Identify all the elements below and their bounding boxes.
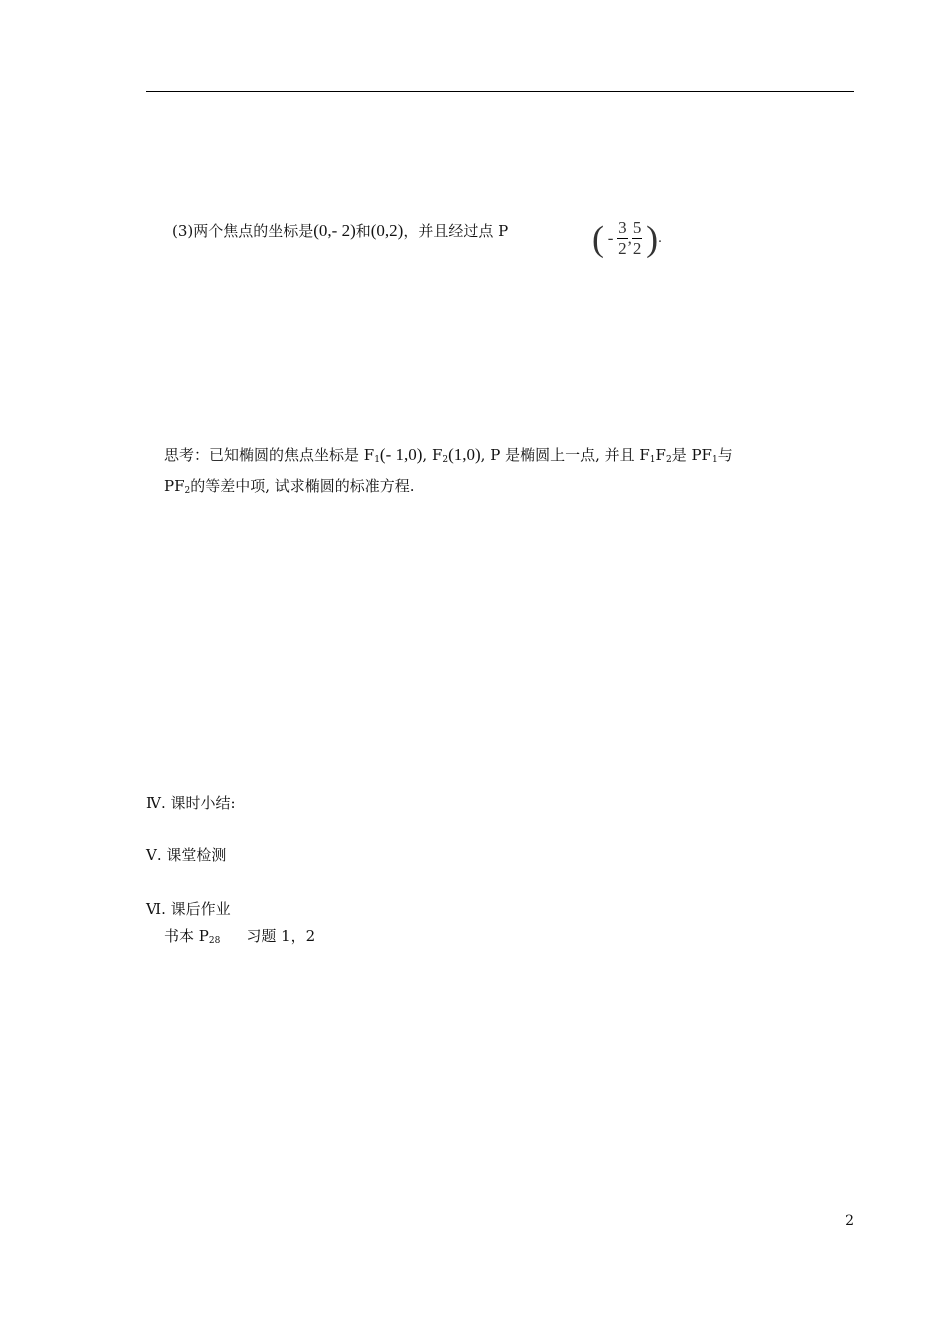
focus-point-1: (0,- 2) <box>313 221 356 240</box>
fraction-x-numerator: 3 <box>618 218 627 237</box>
ff-subscript-2: 2 <box>665 455 672 465</box>
pf1-subscript: 1 <box>711 455 718 465</box>
think-line-1 <box>164 443 733 472</box>
think-text-e: PF <box>164 477 185 495</box>
question-label: (3) <box>172 222 194 240</box>
homework-exercises: 习题 1，2 <box>246 927 316 945</box>
question-3 <box>172 219 508 243</box>
think-text-c: 是 PF <box>671 446 712 464</box>
homework-detail <box>164 924 315 953</box>
f1-subscript: 1 <box>374 455 380 465</box>
ff-mid: F <box>655 446 666 464</box>
pf2-subscript: 2 <box>184 486 191 496</box>
think-sep: , F <box>422 446 443 464</box>
homework-book: 书本 P <box>164 927 209 945</box>
f1-coordinate: (- 1,0) <box>379 445 423 464</box>
fraction-x-denominator: 2 <box>618 239 627 258</box>
question-end: . <box>658 230 662 246</box>
think-line-2 <box>164 474 415 503</box>
question-text-2: 和 <box>355 222 371 240</box>
question-text-1: 两个焦点的坐标是 <box>193 222 314 240</box>
think-text-a: 思考：已知椭圆的焦点坐标是 F <box>164 446 375 464</box>
ff-subscript-1: 1 <box>649 455 656 465</box>
comma: , <box>627 228 632 248</box>
question-text-3: ，并且经过点 P <box>403 222 509 240</box>
fraction-y-numerator: 5 <box>632 218 642 237</box>
fraction-y <box>632 218 643 259</box>
think-text-f: 的等差中项, 试求椭圆的标准方程. <box>190 477 415 495</box>
point-p-coordinates: ( - $\frac{3}{2}$ , $\frac{5}{2}$ ). <box>592 218 662 259</box>
section-check: Ⅴ. 课堂检测 <box>146 846 227 864</box>
f2-coordinate: (1,0) <box>448 445 481 464</box>
fraction-y-denominator: 2 <box>632 239 642 258</box>
fraction-x <box>617 218 628 259</box>
section-homework: Ⅵ. 课后作业 <box>146 900 231 918</box>
section-summary: Ⅳ. 课时小结: <box>146 794 236 812</box>
header-rule <box>146 91 854 92</box>
focus-point-2: (0,2) <box>370 221 404 240</box>
minus-sign: - <box>607 228 614 248</box>
page-number: 2 <box>845 1213 854 1229</box>
f2-subscript: 2 <box>442 455 449 465</box>
think-text-b: , P 是椭圆上一点, 并且 F <box>480 446 650 464</box>
homework-page-subscript: 28 <box>208 936 221 946</box>
think-text-d: 与 <box>717 446 733 464</box>
